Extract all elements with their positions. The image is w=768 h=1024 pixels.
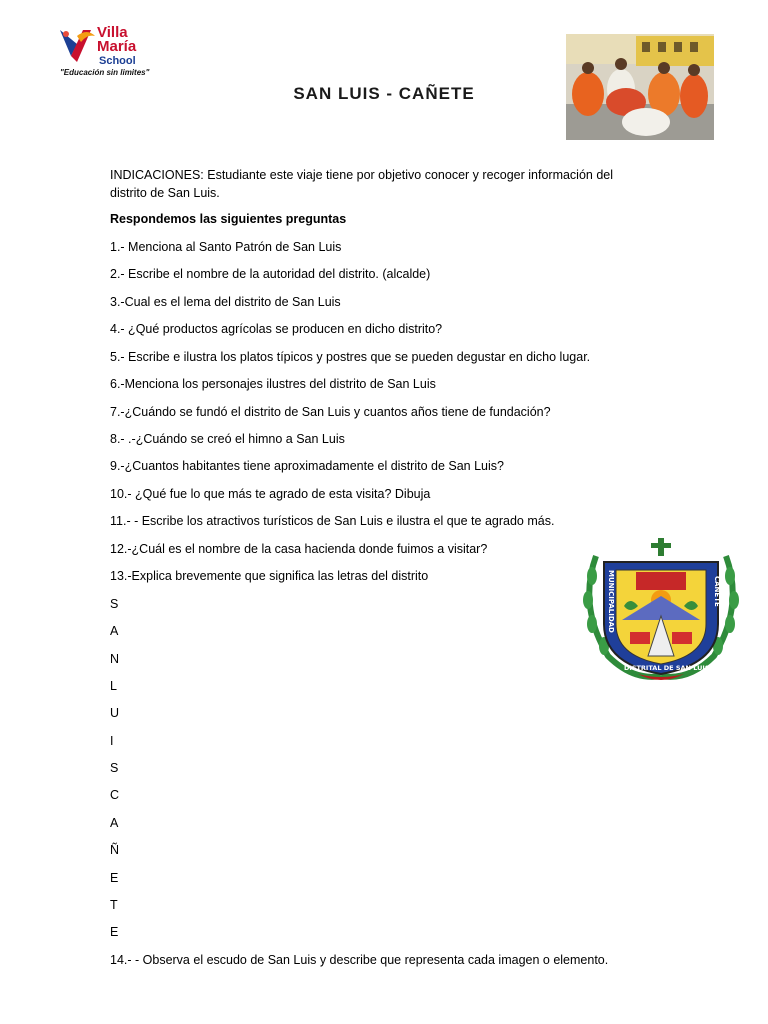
question-4: 4.- ¿Qué productos agrícolas se producen en dicho distrito? — [110, 322, 443, 336]
questions-heading: Respondemos las siguientes preguntas — [110, 212, 347, 226]
letter-item: C — [110, 788, 120, 802]
question-3: 3.-Cual es el lema del distrito de San Luis — [110, 295, 341, 309]
san-luis-crest — [578, 536, 744, 686]
instructions-text: INDICACIONES: Estudiante este viaje tiene por objetivo conocer y recoger información del distrito de San Luis. — [110, 168, 614, 200]
letter-item: E — [110, 871, 119, 885]
logo-name-line1: Villa — [97, 24, 128, 41]
letter-item: S — [110, 761, 119, 775]
school-logo-icon — [57, 26, 97, 64]
question-14: 14.- - Observa el escudo de San Luis y describe que representa cada imagen o elemento. — [110, 953, 609, 967]
crest-text-right: CAÑETE — [713, 576, 721, 607]
school-logo — [55, 24, 167, 82]
letter-item: T — [110, 898, 118, 912]
dancers-photo — [566, 34, 714, 140]
page-title: SAN LUIS - CAÑETE — [293, 84, 475, 103]
question-6: 6.-Menciona los personajes ilustres del distrito de San Luis — [110, 377, 436, 391]
logo-name-line2: María — [97, 38, 137, 55]
question-1: 1.- Menciona al Santo Patrón de San Luis — [110, 240, 342, 254]
crest-text-left: MUNICIPALIDAD — [607, 570, 615, 633]
letter-item: S — [110, 597, 119, 611]
letter-item: A — [110, 816, 119, 830]
logo-name-line3: School — [99, 55, 136, 67]
question-8: 8.- .-¿Cuándo se creó el himno a San Luis — [110, 432, 345, 446]
question-7: 7.-¿Cuándo se fundó el distrito de San Luis y cuantos años tiene de fundación? — [110, 405, 551, 419]
instructions — [110, 166, 650, 202]
letter-item: A — [110, 624, 119, 638]
letter-item: I — [110, 734, 114, 748]
question-11: 11.- - Escribe los atractivos turísticos de San Luis e ilustra el que te agrado más. — [110, 514, 555, 528]
letter-item: U — [110, 706, 120, 720]
letter-item: Ñ — [110, 843, 120, 857]
crest-text-bottom: DISTRITAL DE SAN LUIS — [624, 664, 710, 672]
letter-item: L — [110, 679, 117, 693]
logo-slogan: "Educación sin limites" — [60, 68, 150, 77]
question-9: 9.-¿Cuantos habitantes tiene aproximadamente el distrito de San Luis? — [110, 459, 504, 473]
question-2: 2.- Escribe el nombre de la autoridad del distrito. (alcalde) — [110, 267, 431, 281]
question-13: 13.-Explica brevemente que significa las letras del distrito — [110, 569, 429, 583]
question-12: 12.-¿Cuál es el nombre de la casa hacienda donde fuimos a visitar? — [110, 542, 488, 556]
letter-item: N — [110, 652, 120, 666]
letter-item: E — [110, 925, 119, 939]
question-5: 5.- Escribe e ilustra los platos típicos y postres que se pueden degustar en dicho lugar. — [110, 350, 591, 364]
question-10: 10.- ¿Qué fue lo que más te agrado de esta visita? Dibuja — [110, 487, 431, 501]
